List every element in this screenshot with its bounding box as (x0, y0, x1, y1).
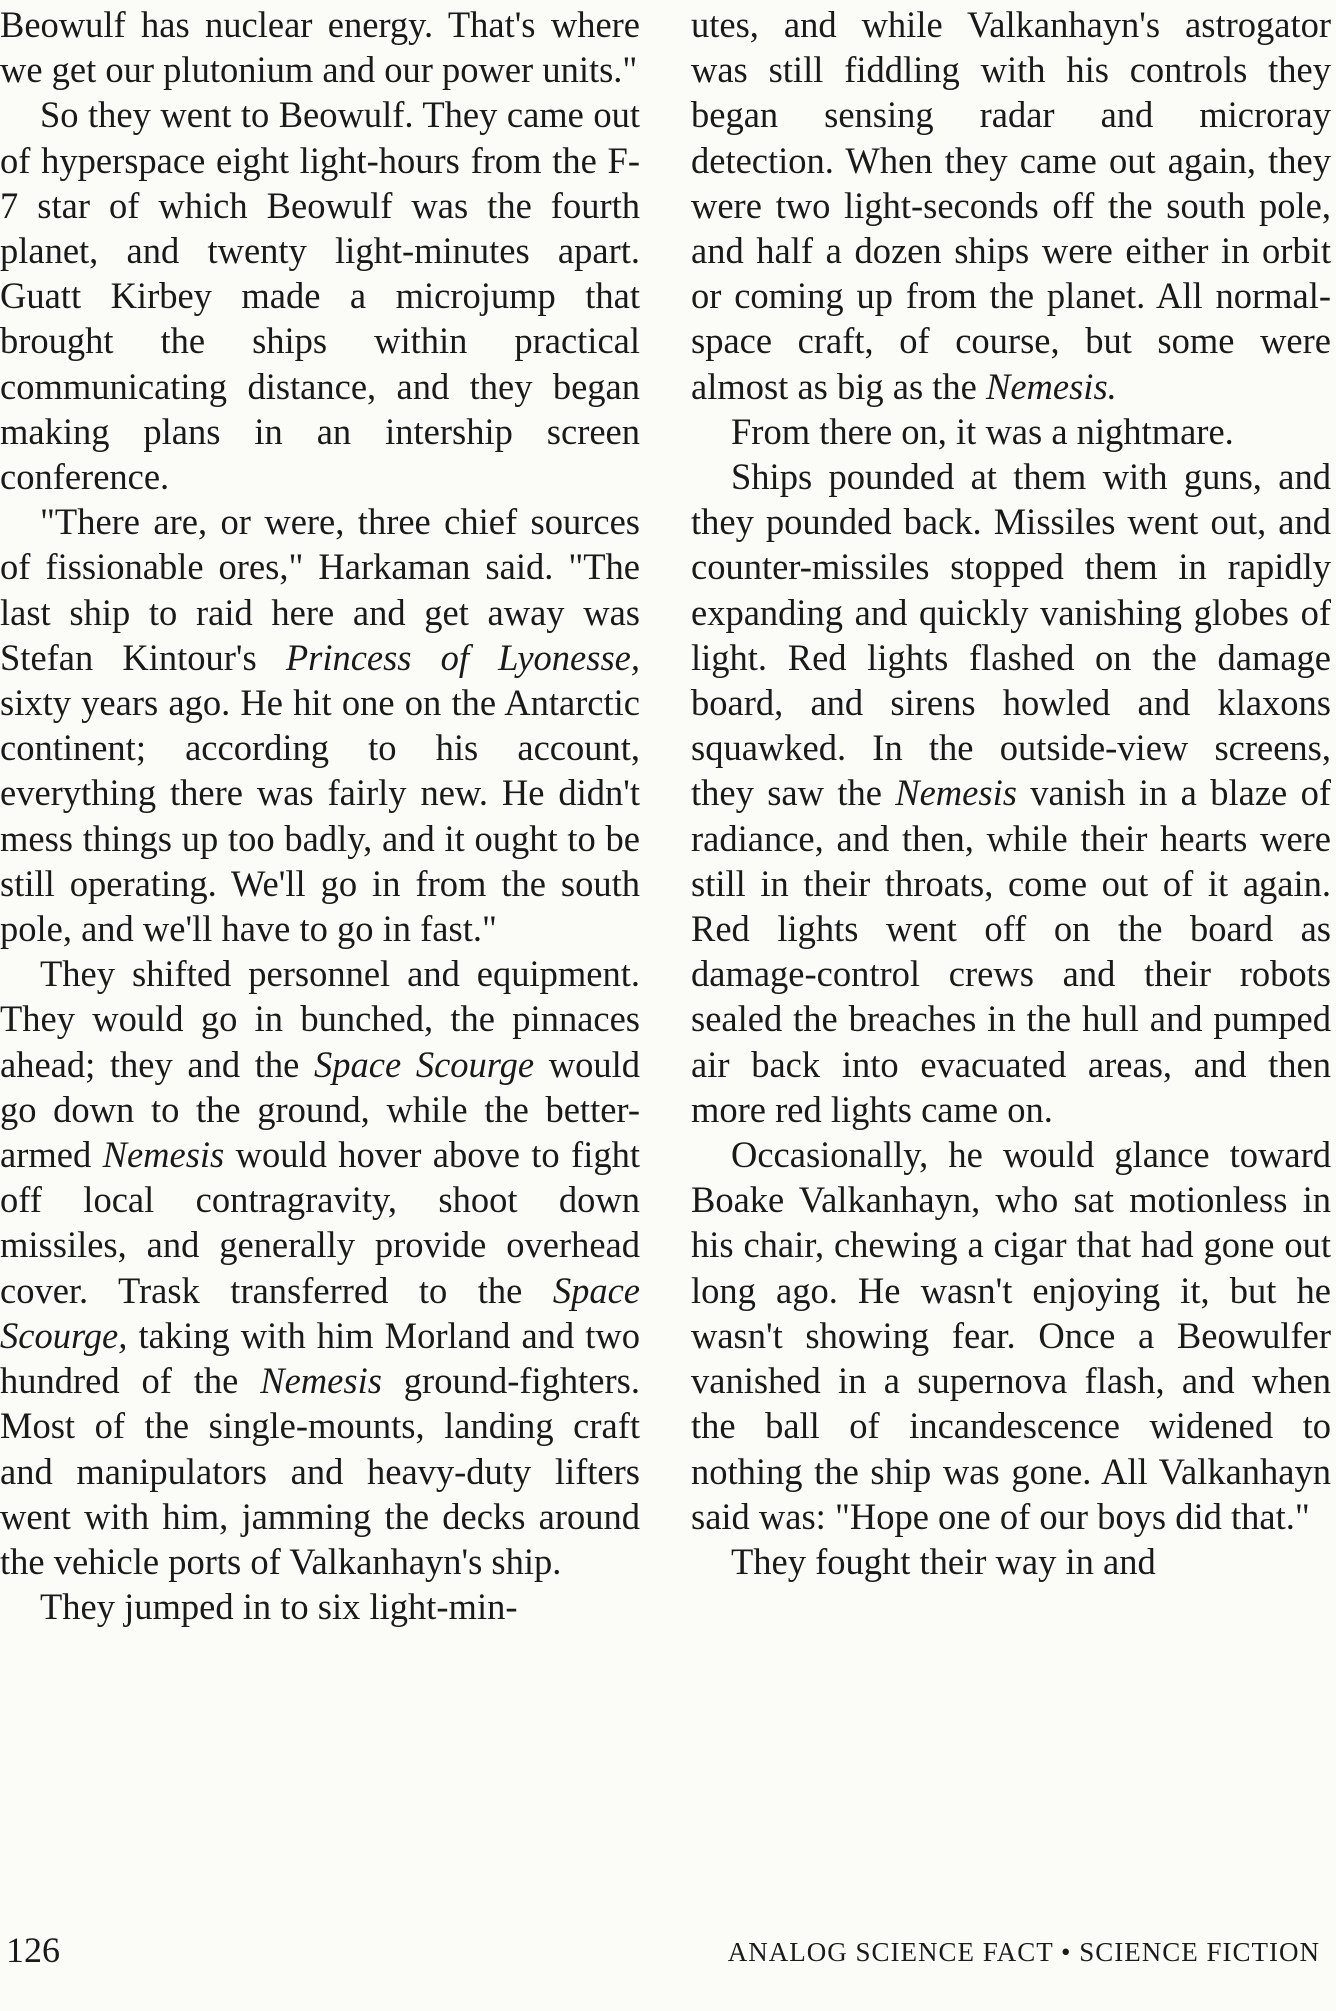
paragraph: They shifted personnel and equipment. They would go in bunched, the pinnaces ahead; they and the Space Scourge would go down to the ground, while the better-armed Nemesis would hover above to fight off local contragravity, shoot down missiles, and generally provide overhead cover. Trask transferred to the Space Scourge, taking with him Morland and two hundred of the Nemesis ground-fighters. Most of the single-mounts, landing craft and manipulators and heavy-duty lifters went with him, jamming the decks around the vehicle ports of Valkanhayn's ship. (0, 953, 640, 1582)
paragraph: utes, and while Valkanhayn's astrogator was still fiddling with his controls they began sensing radar and microray detection. When they came out again, they were two light-seconds off the south pole, and half a dozen ships were either in orbit or coming up from the planet. All normal-space craft, of course, but some were almost as big as the Nemesis. (691, 4, 1331, 407)
paragraph: Occasionally, he would glance toward Boake Valkanhayn, who sat motionless in his chair, chewing a cigar that had gone out long ago. He wasn't enjoying it, but he wasn't showing fear. Once a Beowulfer vanished in a supernova flash, and when the ball of incandescence widened to nothing the ship was gone. All Valkanhayn said was: "Hope one of our boys did that." (691, 1134, 1331, 1537)
paragraph: From there on, it was a nightmare. (731, 410, 1234, 452)
paragraph: So they went to Beowulf. They came out of hyperspace eight light-hours from the F-7 star of which Beowulf was the fourth planet, and twenty light-minutes apart. Guatt Kirbey made a microjump that brought the ships within practical communicating distance, and they began making plans in an intership screen conference. (0, 94, 640, 498)
running-title: ANALOG SCIENCE FACT • SCIENCE FICTION (727, 1937, 1320, 1967)
page-footer (0, 1929, 1320, 1979)
page-number: 126 (6, 1930, 60, 1970)
right-column (691, 2, 1331, 1584)
paragraph: Beowulf has nuclear energy. That's where we get our plutonium and our power units." (0, 4, 640, 91)
paragraph: They jumped in to six light-min- (40, 1586, 518, 1628)
left-column (0, 2, 640, 1629)
paragraph: They fought their way in and (731, 1540, 1156, 1582)
paragraph: Ships pounded at them with guns, and they pounded back. Missiles went out, and counter-missiles stopped them in rapidly expanding and quickly vanishing globes of light. Red lights flashed on the damage board, and sirens howled and klaxons squawked. In the outside-view screens, they saw the Nemesis vanish in a blaze of radiance, and then, while their hearts were still in their throats, come out of it again. Red lights went off on the board as damage-control crews and their robots sealed the breaches in the hull and pumped air back into evacuated areas, and then more red lights came on. (691, 456, 1331, 1130)
paragraph: "There are, or were, three chief sources of fissionable ores," Harkaman said. "The last ship to raid here and get away was Stefan Kintour's Princess of Lyonesse, sixty years ago. He hit one on the Antarctic continent; according to his account, everything there was fairly new. He didn't mess things up too badly, and it ought to be still operating. We'll go in from the south pole, and we'll have to go in fast." (0, 501, 640, 950)
